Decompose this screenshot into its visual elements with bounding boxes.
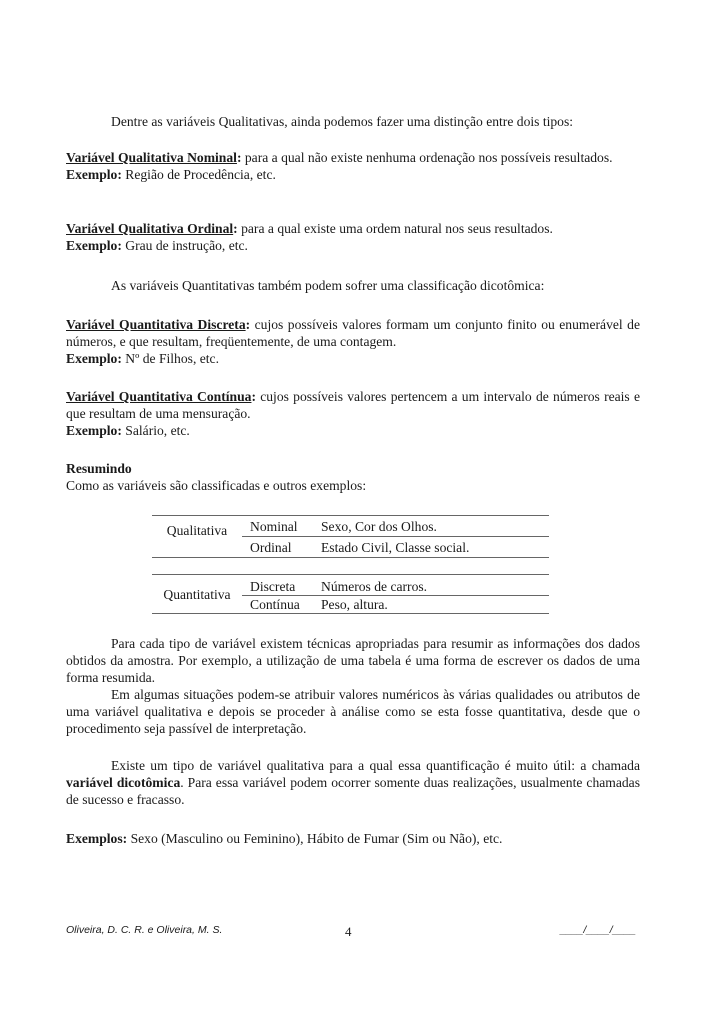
table-quant-type-1: Discreta	[250, 579, 296, 594]
numeric-attribution-paragraph: Em algumas situações podem-se atribuir valores numéricos às várias qualidades ou atributos de uma variável qualitativa e depois se proceder à análise como se esta fosse quantitativa, desde que o procedimento seja passível de interpretação.	[66, 687, 640, 736]
nominal-example-label: Exemplo:	[66, 167, 122, 182]
table-qual-mid-rule	[242, 536, 549, 537]
page-number: 4	[345, 924, 352, 939]
ordinal-example-text: Grau de instrução, etc.	[121, 238, 248, 253]
page-footer	[66, 924, 640, 939]
table-qual-group: Qualitativa	[166, 523, 228, 538]
quantitative-intro: As variáveis Quantitativas também podem sofrer uma classificação dicotômica:	[111, 278, 545, 293]
nominal-term: Variável Qualitativa Nominal	[66, 150, 237, 165]
resumindo-text: Como as variáveis são classificadas e outros exemplos:	[66, 478, 367, 493]
resumindo-title: Resumindo	[66, 461, 132, 476]
techniques-section	[66, 635, 640, 737]
table-quant-group: Quantitativa	[163, 587, 231, 602]
dicotomica-paragraph	[66, 757, 640, 808]
table-quant-type-2: Contínua	[250, 597, 300, 612]
dicotomica-term: variável dicotômica	[66, 775, 181, 790]
ordinal-text: para a qual existe uma ordem natural nos seus resultados.	[237, 221, 553, 236]
nominal-colon: :	[236, 150, 242, 165]
discreta-example-text: Nº de Filhos, etc.	[121, 351, 219, 366]
continua-example-label: Exemplo:	[66, 423, 122, 438]
ordinal-example-label: Exemplo:	[66, 238, 122, 253]
ordinal-definition	[66, 220, 640, 254]
dicotomica-after: . Para essa variável podem ocorrer somente duas realizações, usualmente chamadas de sucesso e fracasso.	[66, 775, 641, 807]
table-qual-bottom-rule	[152, 557, 549, 558]
table-qual-example-1: Sexo, Cor dos Olhos.	[321, 519, 437, 534]
exemplos-paragraph	[66, 830, 640, 847]
discreta-term: Variável Quantitativa Discreta	[66, 317, 246, 332]
continua-term: Variável Quantitativa Contínua	[66, 389, 252, 404]
table-qual-example-2: Estado Civil, Classe social.	[321, 540, 470, 555]
resumindo-section	[66, 460, 640, 494]
discreta-definition	[66, 316, 640, 367]
nominal-text: para a qual não existe nenhuma ordenação nos possíveis resultados.	[241, 150, 613, 165]
ordinal-term: Variável Qualitativa Ordinal	[66, 221, 234, 236]
continua-text: cujos possíveis valores pertencem a um intervalo de números reais e que resultam de uma mensuração.	[66, 389, 640, 421]
intro-paragraph: Dentre as variáveis Qualitativas, ainda podemos fazer uma distinção entre dois tipos:	[111, 114, 574, 129]
footer-authors: Oliveira, D. C. R. e Oliveira, M. S.	[66, 924, 223, 936]
table-qual-top-rule	[152, 515, 549, 516]
discreta-example-label: Exemplo:	[66, 351, 122, 366]
exemplos-label: Exemplos:	[66, 831, 128, 846]
discreta-text: cujos possíveis valores formam um conjunto finito ou enumerável de números, e que resultam, freqüentemente, de uma contagem.	[66, 317, 640, 349]
continua-colon: :	[251, 389, 256, 404]
table-quant-example-1: Números de carros.	[321, 579, 428, 594]
table-qual-type-2: Ordinal	[250, 540, 292, 555]
continua-definition	[66, 388, 640, 439]
footer-date-blank: ____/____/____	[560, 924, 636, 936]
nominal-example-text: Região de Procedência, etc.	[121, 167, 276, 182]
table-quant-top-rule	[152, 574, 549, 575]
techniques-paragraph: Para cada tipo de variável existem técnicas apropriadas para resumir as informações dos dados obtidos da amostra. Por exemplo, a utilização de uma tabela é uma forma de escrever os dados de uma forma resumida.	[66, 636, 640, 685]
dicotomica-before: Existe um tipo de variável qualitativa para a qual essa quantificação é muito útil: a chamada	[111, 758, 640, 773]
table-quant-example-2: Peso, altura.	[321, 597, 388, 612]
exemplos-text: Sexo (Masculino ou Feminino), Hábito de Fumar (Sim ou Não), etc.	[127, 831, 503, 846]
nominal-definition	[66, 149, 640, 183]
continua-example-text: Salário, etc.	[121, 423, 190, 438]
table-qual-type-1: Nominal	[250, 519, 298, 534]
ordinal-colon: :	[233, 221, 238, 236]
discreta-colon: :	[245, 317, 251, 332]
table-quant-bottom-rule	[152, 613, 549, 614]
